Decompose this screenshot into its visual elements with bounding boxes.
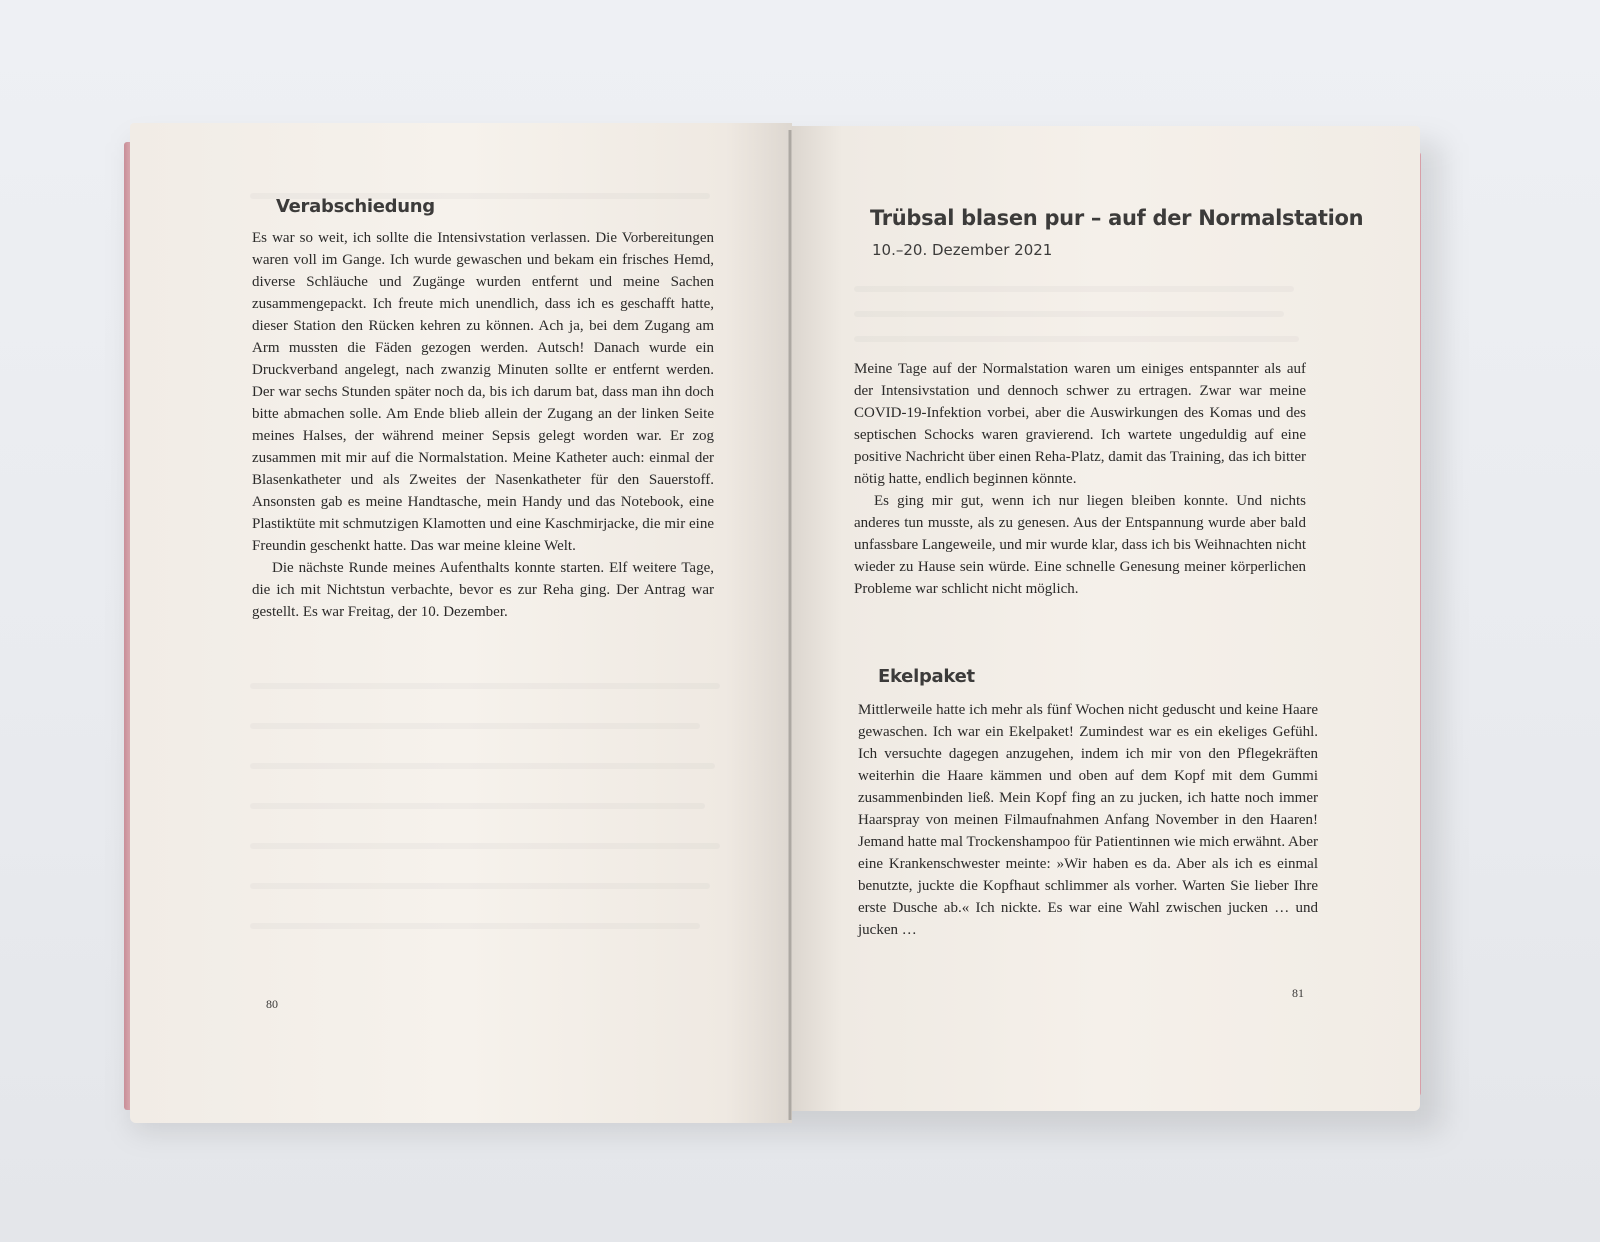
- paragraph: Die nächste Runde meines Aufenthalts konnte starten. Elf weitere Tage, die ich mit Nichtstun verbachte, bevor es zur Reha ging. Der Antrag war gestellt. Es war Freitag, der 10. Dezember.: [252, 560, 714, 620]
- show-through-line: [250, 763, 715, 769]
- left-body-text: [252, 227, 714, 623]
- show-through-line: [250, 803, 705, 809]
- paragraph: Meine Tage auf der Normalstation waren um einiges entspannter als auf der Intensivstation und dennoch schwer zu ertragen. Zwar war meine COVID-19-Infektion vorbei, aber die Auswirkungen des Komas und des septischen Schocks waren gravierend. Ich wartete ungeduldig auf eine positive Nachricht über einen Reha-Platz, damit das Training, das ich bitter nötig hatte, endlich beginnen könnte.: [854, 361, 1306, 487]
- book-gutter: [788, 130, 792, 1120]
- show-through-line: [250, 923, 700, 929]
- section-heading-ekelpaket: Ekelpaket: [878, 666, 975, 687]
- left-page: [130, 123, 792, 1123]
- paragraph: Es war so weit, ich sollte die Intensivstation verlassen. Die Vorbereitungen waren voll im Gange. Ich wurde gewaschen und bekam ein frisches Hemd, diverse Schläuche und Zugänge wurden entfernt und meine Sachen zusammengepackt. Ich freute mich unendlich, dass ich es geschafft hatte, dieser Station den Rücken kehren zu können. Ach ja, bei dem Zugang am Arm mussten die Fäden gezogen werden. Autsch! Danach wurde ein Druckverband angelegt, nach zwanzig Minuten sollte er entfernt werden. Der war sechs Stunden später noch da, bis ich darum bat, dass man ihn doch bitte abmachen solle. Am Ende blieb allein der Zugang an der linken Seite meines Halses, der während meiner Sepsis gelegt worden war. Er zog zusammen mit mir auf die Normalstation. Meine Katheter auch: einmal der Blasenkatheter und als Zweites der Nasenkatheter für den Sauerstoff. Ansonsten gab es meine Handtasche, mein Handy und das Notebook, eine Plastiktüte mit schmutzigen Klamotten und eine Kaschmirjacke, die mir eine Freundin geschenkt hatte. Das war meine kleine Welt.: [252, 230, 714, 554]
- right-page: [792, 126, 1420, 1111]
- section-heading-verabschiedung: Verabschiedung: [276, 196, 435, 217]
- show-through-line: [854, 311, 1284, 317]
- show-through-line: [854, 286, 1294, 292]
- show-through-line: [250, 723, 700, 729]
- chapter-date-range: 10.–20. Dezember 2021: [872, 241, 1053, 259]
- page-number: 80: [266, 997, 278, 1011]
- page-number: 81: [1292, 986, 1304, 1000]
- show-through-line: [250, 883, 710, 889]
- show-through-line: [250, 843, 720, 849]
- right-body-text: [854, 358, 1306, 600]
- chapter-title: Trübsal blasen pur – auf der Normalstation: [870, 206, 1364, 230]
- paragraph: Mittlerweile hatte ich mehr als fünf Wochen nicht geduscht und keine Haare gewaschen. Ich war ein Ekelpaket! Zumindest war es ein ekeliges Gefühl. Ich versuchte dagegen anzugehen, indem ich mir von den Pflegekräften weiterhin die Haare kämmen und oben auf dem Kopf mit dem Gummi zusammenbinden ließ. Mein Kopf fing an zu jucken, ich hatte noch immer Haarspray von meinen Filmaufnahmen Anfang November in den Haaren! Jemand hatte mal Trockenshampoo für Patientinnen wie mich erwähnt. Aber eine Krankenschwester meinte: »Wir haben es da. Aber als ich es einmal benutzte, juckte die Kopfhaut schlimmer als vorher. Warten Sie lieber Ihre erste Dusche ab.« Ich nickte. Es war eine Wahl zwischen jucken … und jucken …: [858, 702, 1318, 938]
- show-through-line: [250, 683, 720, 689]
- paragraph: Es ging mir gut, wenn ich nur liegen bleiben konnte. Und nichts anderes tun musste, als zu genesen. Aus der Entspannung wurde aber bald unfassbare Langeweile, und mir wurde klar, dass ich bis Weihnachten nicht wieder zu Hause sein würde. Eine schnelle Genesung meiner körperlichen Probleme war schlicht nicht möglich.: [854, 493, 1306, 597]
- show-through-line: [854, 336, 1299, 342]
- ekelpaket-body-text: [858, 699, 1318, 941]
